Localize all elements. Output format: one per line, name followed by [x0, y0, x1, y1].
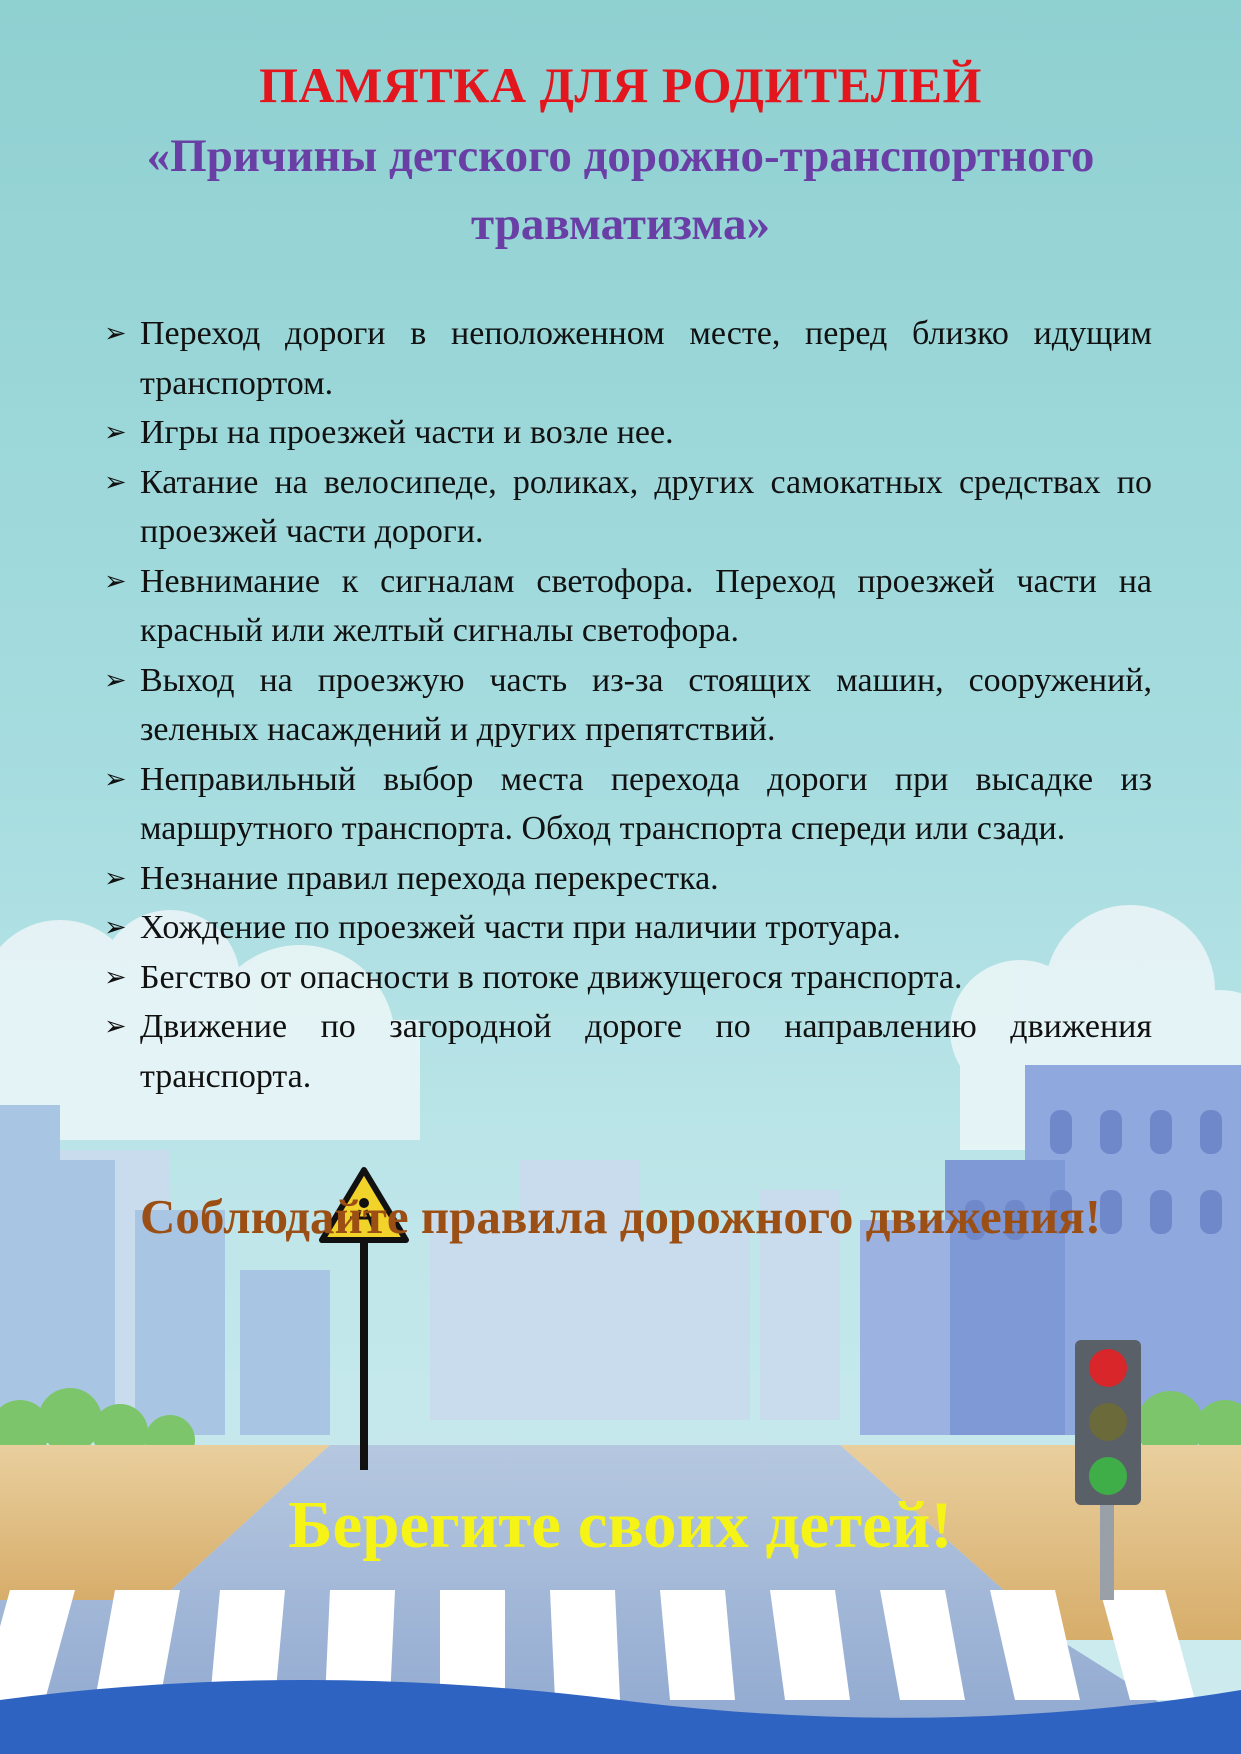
- list-item: ➢ Движение по загородной дороге по направлению движения транспорта.: [104, 1002, 1152, 1101]
- page-subtitle: «Причины детского дорожно-транспортного травматизма»: [146, 130, 1095, 250]
- list-item: ➢ Неправильный выбор места перехода дороги при высадке из маршрутного транспорта. Обход транспорта спереди или сзади.: [104, 755, 1152, 854]
- arrowhead-bullet-icon: ➢: [104, 862, 127, 894]
- arrowhead-bullet-icon: ➢: [104, 664, 127, 696]
- list-item: ➢ Хождение по проезжей части при наличии тротуара.: [104, 903, 1152, 953]
- arrowhead-bullet-icon: ➢: [104, 466, 127, 498]
- arrowhead-bullet-icon: ➢: [104, 763, 127, 795]
- arrowhead-bullet-icon: ➢: [104, 318, 127, 349]
- list-item: ➢ Бегство от опасности в потоке движущегося транспорта.: [104, 953, 1152, 1003]
- arrowhead-bullet-icon: ➢: [104, 417, 127, 448]
- arrowhead-bullet-icon: ➢: [104, 1011, 127, 1042]
- list-item: ➢ Игры на проезжей части и возле нее.: [104, 408, 1152, 458]
- causes-list: [104, 309, 1152, 1101]
- arrowhead-bullet-icon: ➢: [104, 565, 127, 597]
- arrowhead-bullet-icon: ➢: [104, 912, 127, 943]
- list-item: ➢ Незнание правил перехода перекрестка.: [104, 854, 1152, 904]
- list-item: ➢ Невнимание к сигналам светофора. Переход проезжей части на красный или желтый сигналы светофора.: [104, 557, 1152, 656]
- slogan-protect-children: Берегите своих детей!: [288, 1488, 953, 1562]
- list-item: ➢ Катание на велосипеде, роликах, других самокатных средствах по проезжей части дороги.: [104, 458, 1152, 557]
- list-item: ➢ Переход дороги в неположенном месте, перед близко идущим транспортом.: [104, 309, 1152, 408]
- page-title: ПАМЯТКА ДЛЯ РОДИТЕЛЕЙ: [259, 57, 982, 113]
- list-item: ➢ Выход на проезжую часть из-за стоящих машин, сооружений, зеленых насаждений и других препятствий.: [104, 656, 1152, 755]
- slogan-follow-rules: Соблюдайте правила дорожного движения!: [139, 1189, 1102, 1244]
- arrowhead-bullet-icon: ➢: [104, 961, 127, 993]
